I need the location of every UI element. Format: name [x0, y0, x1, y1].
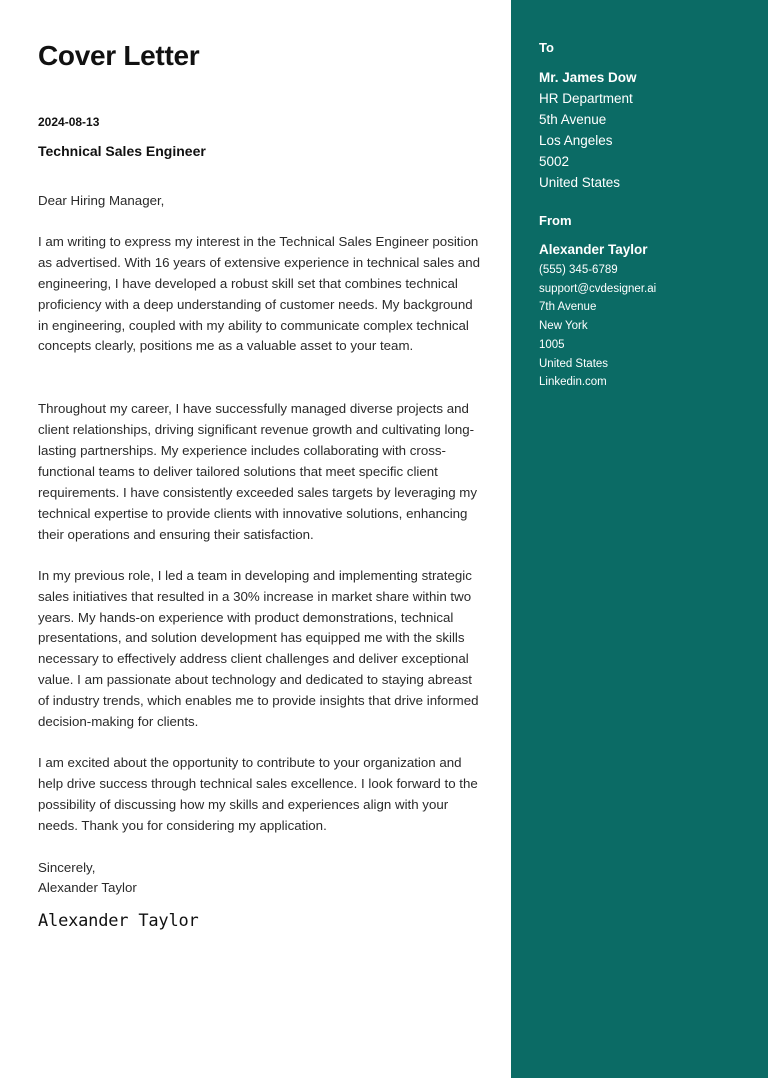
greeting: Dear Hiring Manager, [38, 193, 165, 208]
letter-content [38, 191, 483, 932]
to-label: To [539, 40, 554, 55]
recipient-zip: 5002 [539, 154, 570, 169]
sender-block [539, 240, 656, 392]
page-title: Cover Letter [38, 40, 200, 71]
sender-website-link[interactable]: Linkedin.com [539, 376, 607, 389]
sender-zip: 1005 [539, 338, 565, 351]
sender-country: United States [539, 357, 609, 370]
letter-date: 2024-08-13 [38, 115, 100, 129]
recipient-block [539, 67, 637, 193]
sender-street: 7th Avenue [539, 301, 597, 314]
contact-sidebar [511, 0, 768, 1078]
paragraph-2: Throughout my career, I have successfully managed diverse projects and client relationships, driving significant revenue growth and cultivating long-lasting partnerships. My experience includes collaborating with cross-functional teams to deliver tailored solutions that meet specific client requirements. I have consistently exceeded sales targets by leveraging my technical expertise to provide clients with innovative solutions, enhancing their operations and ensuring their satisfaction. [38, 401, 478, 542]
signature: Alexander Taylor [38, 911, 199, 932]
paragraph-3: In my previous role, I led a team in developing and implementing strategic sales initiatives that resulted in a 30% increase in market share within two years. My hands-on experience with product demonstrations, technical presentations, and solution development has equipped me with the skills necessary to effectively address client challenges and deliver exceptional value. I am passionate about technology and dedicated to staying abreast of industry trends, which enables me to provide insights that drive informed decision-making for clients. [38, 567, 479, 730]
sender-city: New York [539, 320, 588, 333]
sender-name: Alexander Taylor [539, 242, 648, 257]
closing-name: Alexander Taylor [38, 880, 137, 896]
sender-email[interactable]: support@cvdesigner.ai [539, 282, 657, 295]
job-position: Technical Sales Engineer [38, 143, 206, 159]
recipient-department: HR Department [539, 91, 633, 106]
from-label: From [539, 213, 572, 228]
paragraph-1: I am writing to express my interest in the Technical Sales Engineer position as advertised. With 16 years of extensive experience in technical sales and engineering, I have developed a robust skill set that combines technical proficiency with a deep understanding of customer needs. My background in engineering, coupled with my ability to communicate complex technical concepts clearly, positions me as a valuable asset to your team. [38, 233, 480, 354]
recipient-street: 5th Avenue [539, 112, 607, 127]
paragraph-4: I am excited about the opportunity to contribute to your organization and help drive success through technical sales excellence. I look forward to the possibility of discussing how my skills and experiences align with your needs. Thank you for considering my application. [38, 754, 478, 833]
recipient-city: Los Angeles [539, 133, 613, 148]
recipient-country: United States [539, 175, 621, 190]
closing: Sincerely, [38, 859, 96, 875]
sender-phone: (555) 345-6789 [539, 264, 618, 276]
recipient-name: Mr. James Dow [539, 70, 637, 85]
